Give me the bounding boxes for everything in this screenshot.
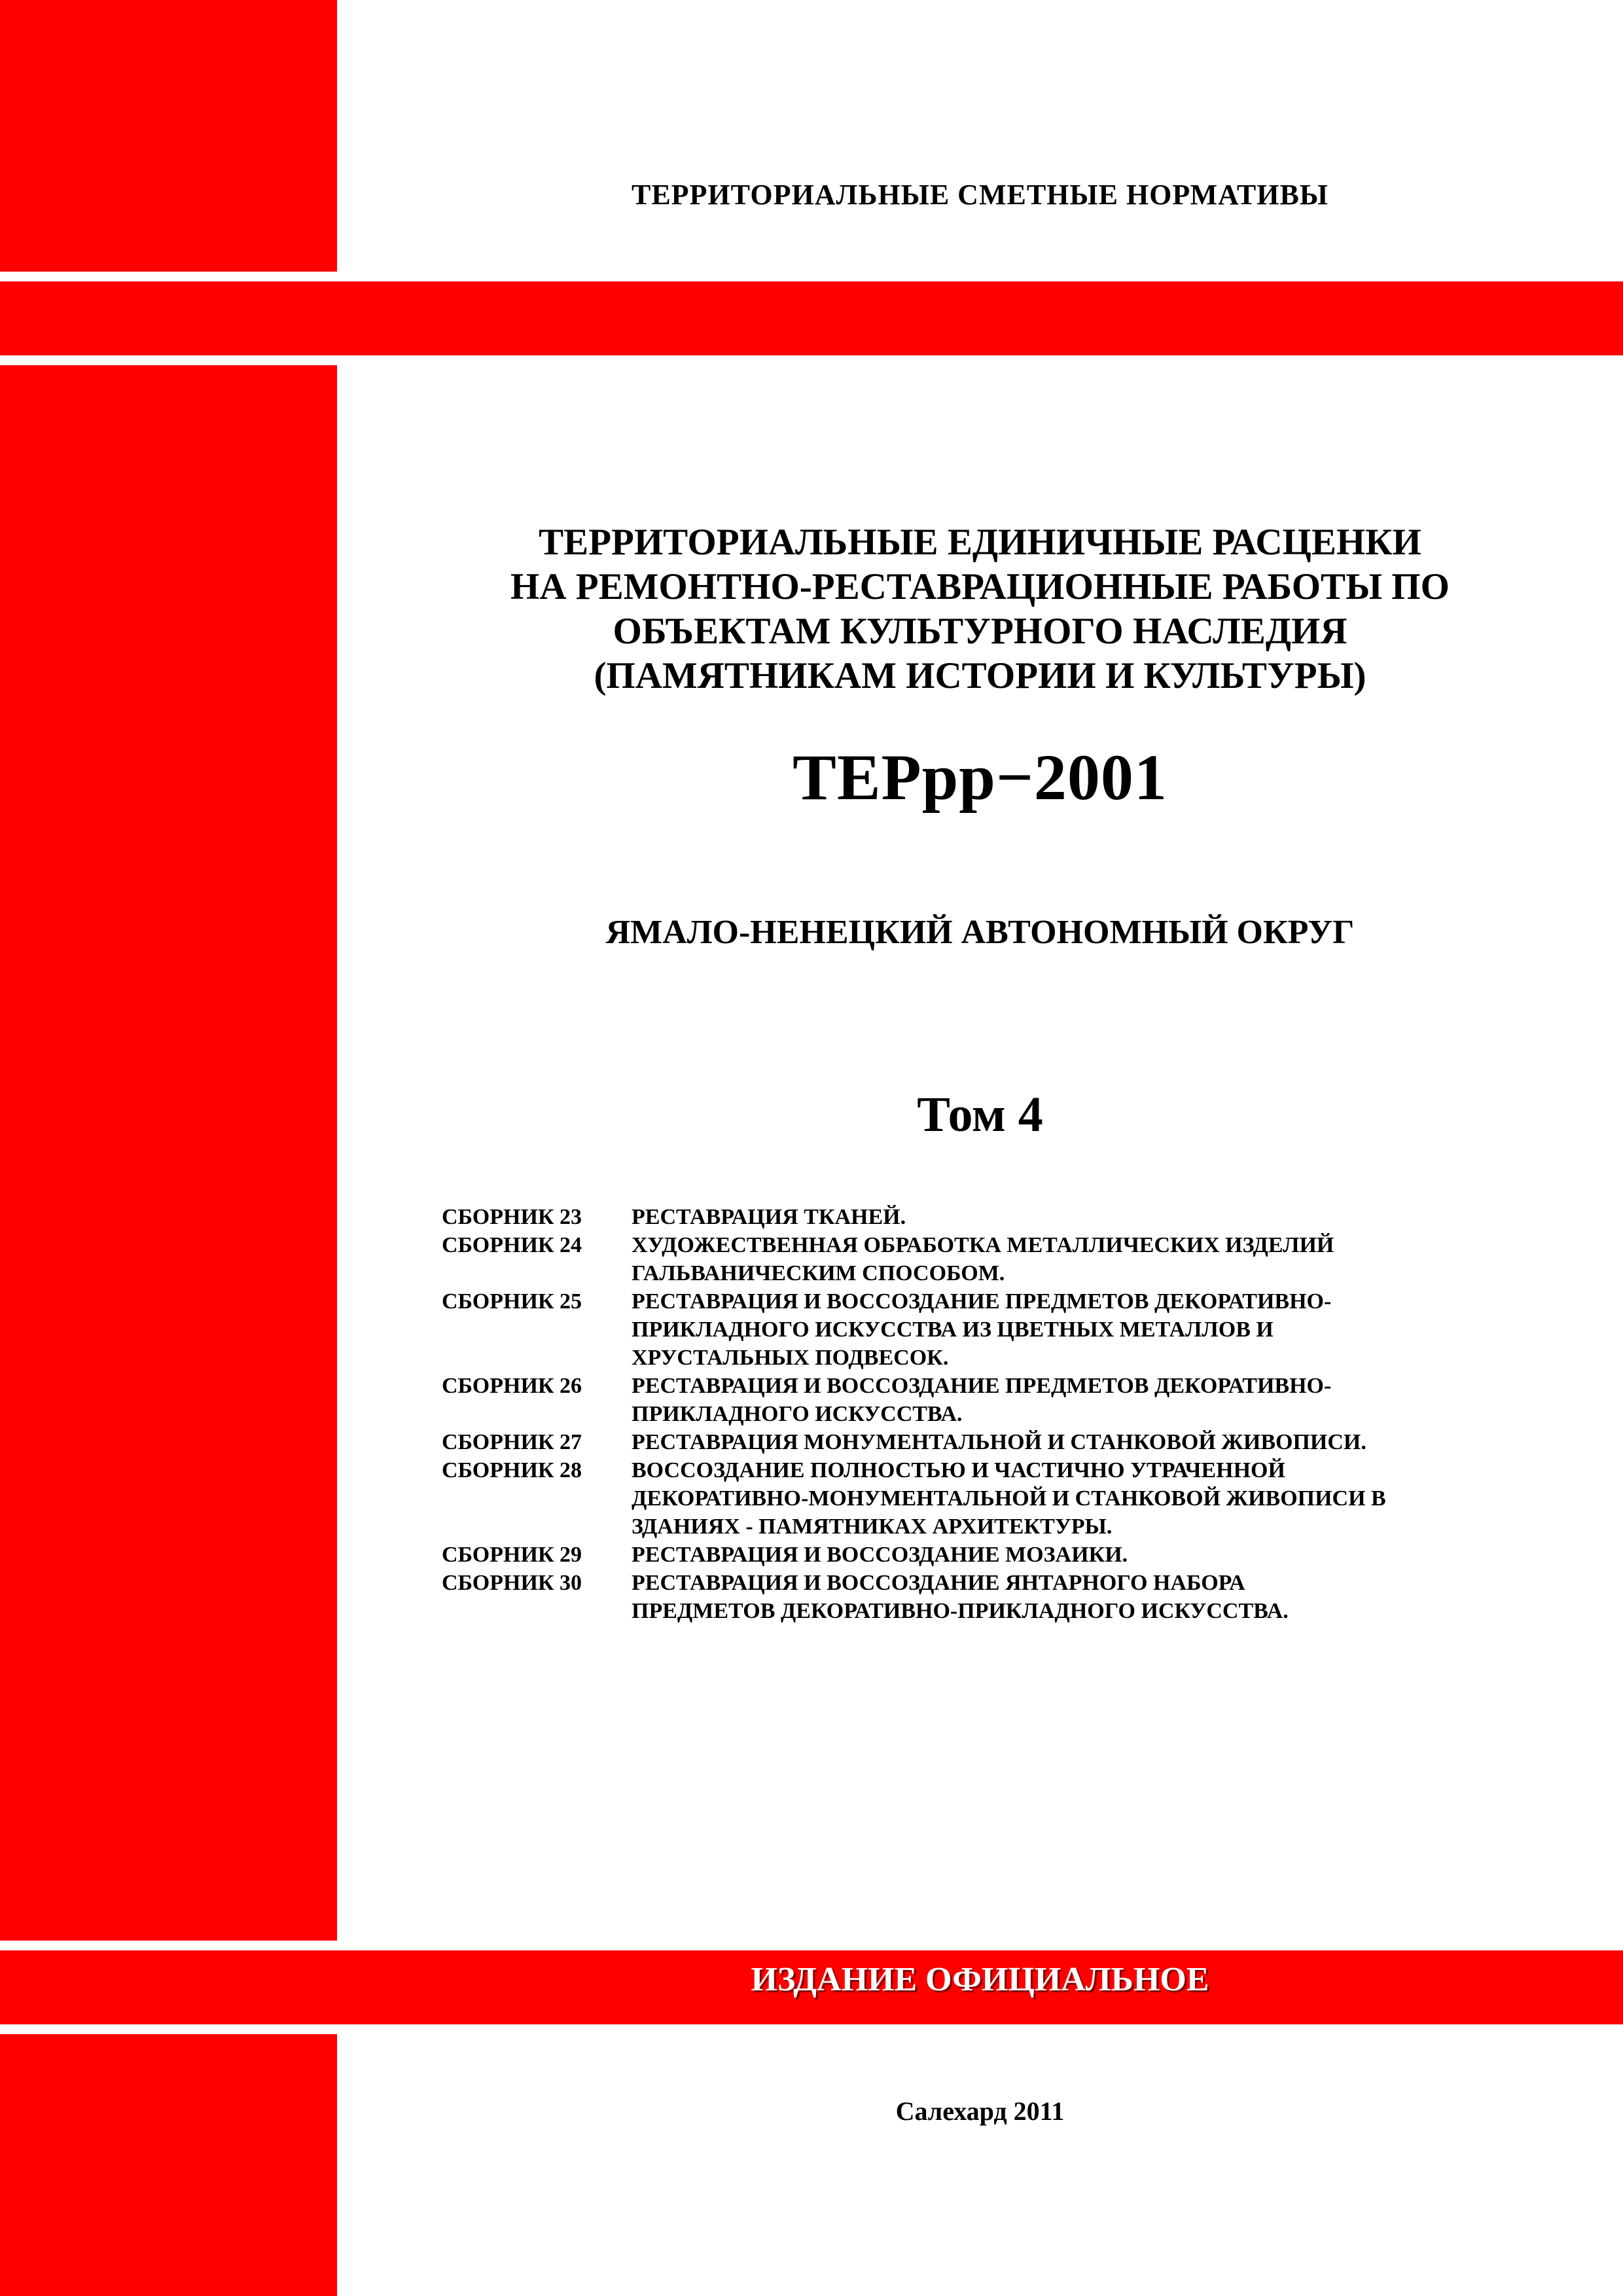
collection-item	[442, 1372, 1554, 1428]
red-band-left-main	[0, 365, 337, 1941]
collection-description	[632, 1569, 1554, 1625]
collection-line: ГАЛЬВАНИЧЕСКИМ СПОСОБОМ.	[632, 1261, 1005, 1285]
collection-line: ДЕКОРАТИВНО-МОНУМЕНТАЛЬНОЙ И СТАНКОВОЙ ЖИВОПИСИ В	[632, 1486, 1386, 1511]
collection-label: СБОРНИК 27	[442, 1430, 582, 1454]
red-stripe-upper	[0, 281, 1623, 355]
collection-line: ВОССОЗДАНИЕ ПОЛНОСТЬЮ И ЧАСТИЧНО УТРАЧЕННОЙ	[632, 1458, 1285, 1482]
collection-line: ХРУСТАЛЬНЫХ ПОДВЕСОК.	[632, 1346, 949, 1370]
red-band-top-left	[0, 0, 337, 272]
collection-line: ПРИКЛАДНОГО ИСКУССТВА.	[632, 1402, 963, 1426]
collection-description	[632, 1203, 1554, 1231]
collection-label: СБОРНИК 23	[442, 1205, 582, 1229]
main-title	[337, 520, 1623, 698]
collection-line: ПРИКЛАДНОГО ИСКУССТВА ИЗ ЦВЕТНЫХ МЕТАЛЛОВ И	[632, 1318, 1274, 1342]
header-title: ТЕРРИТОРИАЛЬНЫЕ СМЕТНЫЕ НОРМАТИВЫ	[631, 179, 1329, 211]
main-title-line: (ПАМЯТНИКАМ ИСТОРИИ И КУЛЬТУРЫ)	[594, 655, 1366, 696]
footer-city-year: Салехард 2011	[895, 2096, 1065, 2126]
collection-label: СБОРНИК 29	[442, 1543, 582, 1567]
main-title-line: ТЕРРИТОРИАЛЬНЫЕ ЕДИНИЧНЫЕ РАСЦЕНКИ	[539, 522, 1421, 563]
collection-line: РЕСТАВРАЦИЯ И ВОССОЗДАНИЕ ЯНТАРНОГО НАБОРА	[632, 1571, 1245, 1595]
collection-item	[442, 1569, 1554, 1625]
collection-label: СБОРНИК 26	[442, 1374, 582, 1398]
collection-description	[632, 1541, 1554, 1569]
collection-item	[442, 1428, 1554, 1456]
collection-line: РЕСТАВРАЦИЯ МОНУМЕНТАЛЬНОЙ И СТАНКОВОЙ ЖИВОПИСИ.	[632, 1430, 1366, 1454]
collection-item	[442, 1231, 1554, 1287]
collection-item	[442, 1456, 1554, 1541]
collection-line: РЕСТАВРАЦИЯ И ВОССОЗДАНИЕ ПРЕДМЕТОВ ДЕКОРАТИВНО-	[632, 1289, 1332, 1314]
collection-line: ЗДАНИЯХ - ПАМЯТНИКАХ АРХИТЕКТУРЫ.	[632, 1515, 1113, 1539]
collection-label: СБОРНИК 25	[442, 1289, 582, 1314]
collection-description	[632, 1428, 1554, 1456]
official-edition-label: ИЗДАНИЕ ОФИЦИАЛЬНОЕ	[751, 1961, 1209, 1998]
code-title: ТЕРрр−2001	[793, 741, 1168, 814]
collection-description	[632, 1372, 1554, 1428]
region-title: ЯМАЛО-НЕНЕЦКИЙ АВТОНОМНЫЙ ОКРУГ	[605, 914, 1355, 951]
collection-line: РЕСТАВРАЦИЯ И ВОССОЗДАНИЕ МОЗАИКИ.	[632, 1543, 1128, 1567]
collection-item	[442, 1287, 1554, 1372]
collection-line: ХУДОЖЕСТВЕННАЯ ОБРАБОТКА МЕТАЛЛИЧЕСКИХ ИЗДЕЛИЙ	[632, 1233, 1334, 1257]
volume-title: Том 4	[917, 1087, 1043, 1142]
red-band-bottom-left	[0, 2034, 337, 2296]
collection-label: СБОРНИК 24	[442, 1233, 582, 1257]
collection-label: СБОРНИК 30	[442, 1571, 582, 1595]
main-title-line: НА РЕМОНТНО-РЕСТАВРАЦИОННЫЕ РАБОТЫ ПО	[510, 566, 1450, 607]
collection-line: ПРЕДМЕТОВ ДЕКОРАТИВНО-ПРИКЛАДНОГО ИСКУССТВА.	[632, 1599, 1289, 1623]
main-title-line: ОБЪЕКТАМ КУЛЬТУРНОГО НАСЛЕДИЯ	[613, 611, 1347, 652]
collection-label: СБОРНИК 28	[442, 1458, 582, 1482]
collection-description	[632, 1456, 1554, 1541]
collection-line: РЕСТАВРАЦИЯ И ВОССОЗДАНИЕ ПРЕДМЕТОВ ДЕКОРАТИВНО-	[632, 1374, 1332, 1398]
collection-item	[442, 1541, 1554, 1569]
collection-description	[632, 1231, 1554, 1287]
collection-line: РЕСТАВРАЦИЯ ТКАНЕЙ.	[632, 1205, 906, 1229]
collection-item	[442, 1203, 1554, 1231]
collections-list	[442, 1203, 1554, 1625]
collection-description	[632, 1287, 1554, 1372]
